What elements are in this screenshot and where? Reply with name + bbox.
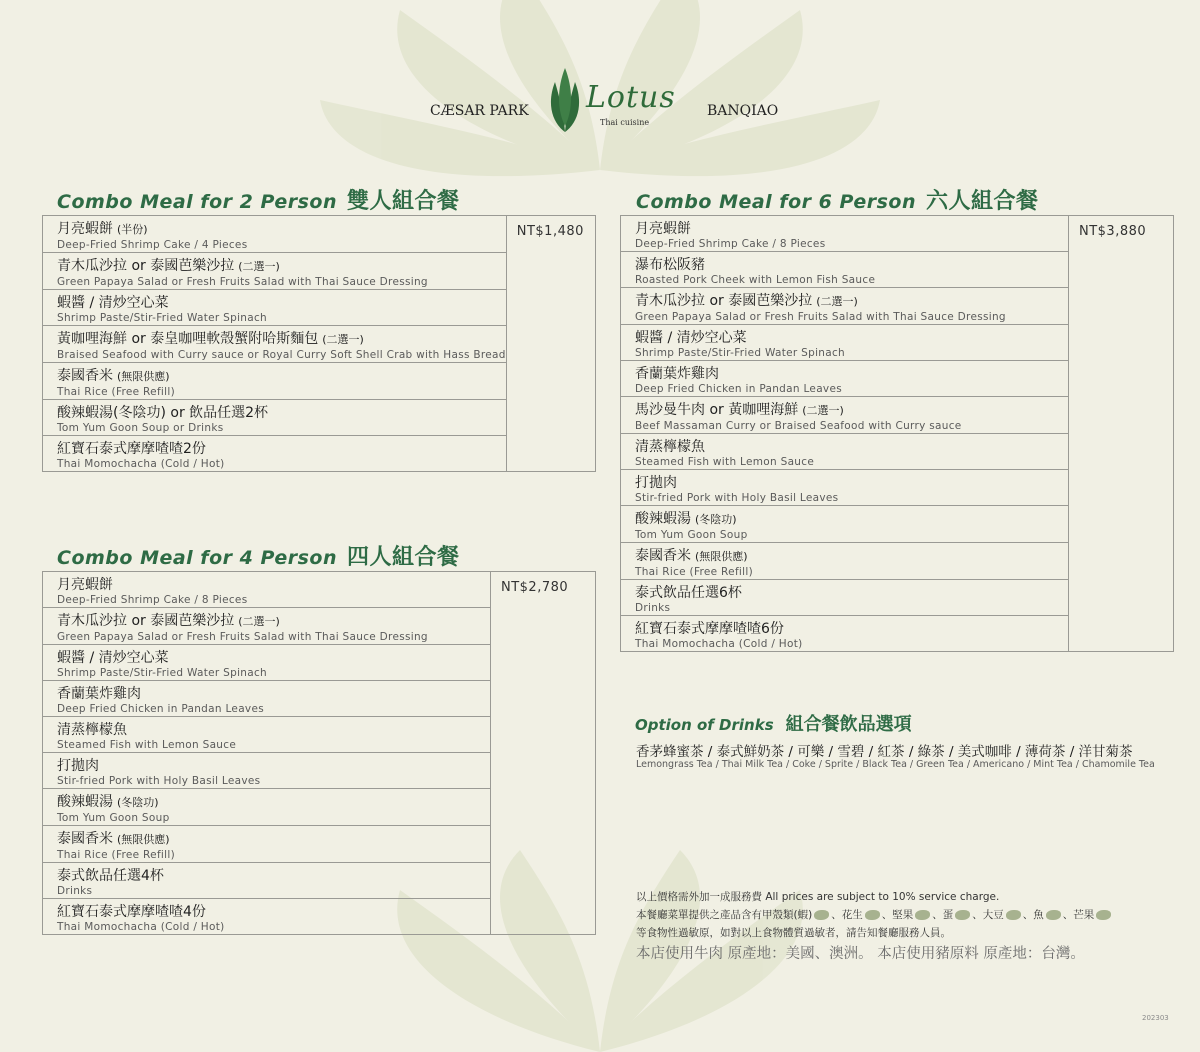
menu-item-en: Deep Fried Chicken in Pandan Leaves bbox=[635, 383, 842, 395]
menu-row bbox=[621, 216, 1174, 252]
combo4-title-en: Combo Meal for 4 Person bbox=[57, 547, 338, 569]
menu-item bbox=[43, 253, 507, 290]
menu-item-zh-main: 香蘭葉炸雞肉 bbox=[635, 366, 719, 382]
lotus-logo-icon bbox=[545, 66, 585, 134]
menu-item-zh-main: 瀑布松阪豬 bbox=[635, 257, 705, 273]
menu-item-en: Deep-Fried Shrimp Cake / 8 Pieces bbox=[635, 238, 826, 250]
menu-item-zh bbox=[57, 650, 490, 666]
menu-item bbox=[621, 506, 1069, 543]
menu-item-zh bbox=[635, 511, 1068, 528]
menu-item-zh-main: 月亮蝦餅 bbox=[57, 221, 113, 237]
meat-origin-note: 本店使用牛肉 原產地：美國、澳洲。 本店使用豬原料 原產地：台灣。 bbox=[636, 946, 1085, 962]
combo2-title-en: Combo Meal for 2 Person bbox=[57, 191, 338, 213]
menu-item-en: Deep Fried Chicken in Pandan Leaves bbox=[57, 703, 264, 715]
menu-item-zh-main: 酸辣蝦湯(冬陰功) or 飲品任選2杯 bbox=[57, 405, 269, 421]
menu-item-zh-main: 月亮蝦餅 bbox=[635, 221, 691, 237]
menu-item-en: Thai Momochacha (Cold / Hot) bbox=[57, 458, 225, 470]
combo-price: NT$3,880 bbox=[1069, 216, 1174, 652]
menu-item bbox=[43, 681, 491, 717]
menu-item-en: Roasted Pork Cheek with Lemon Fish Sauce bbox=[635, 274, 876, 286]
menu-item-zh bbox=[57, 686, 490, 702]
menu-item-en: Shrimp Paste/Stir-Fried Water Spinach bbox=[57, 667, 268, 679]
menu-item bbox=[621, 361, 1069, 397]
menu-item-en: Green Papaya Salad or Fresh Fruits Salad with Thai Sauce Dressing bbox=[57, 631, 428, 643]
menu-item bbox=[43, 290, 507, 326]
menu-item-en: Shrimp Paste/Stir-Fried Water Spinach bbox=[57, 312, 268, 324]
menu-item-zh-main: 蝦醬 / 清炒空心菜 bbox=[57, 295, 169, 311]
menu-item-zh-main: 酸辣蝦湯 bbox=[635, 511, 691, 527]
menu-item bbox=[621, 397, 1069, 434]
allergen-nut: 堅果 bbox=[892, 909, 914, 921]
drinks-title-zh: 組合餐飲品選項 bbox=[785, 714, 912, 735]
menu-item-en: Steamed Fish with Lemon Sauce bbox=[57, 739, 237, 751]
service-charge-note: 以上價格需外加一成服務費 All prices are subject to 10% service charge. bbox=[636, 891, 1000, 903]
allergen-soy: 大豆 bbox=[982, 909, 1004, 921]
menu-item-en: Stir-fried Pork with Holy Basil Leaves bbox=[57, 775, 261, 787]
menu-item bbox=[43, 572, 491, 608]
brand-header bbox=[0, 60, 1200, 140]
menu-item-zh-main: 清蒸檸檬魚 bbox=[635, 439, 705, 455]
combo6-menu-table bbox=[620, 215, 1174, 652]
combo6-title bbox=[636, 184, 1039, 215]
menu-item-en: Green Papaya Salad or Fresh Fruits Salad with Thai Sauce Dressing bbox=[57, 276, 428, 288]
menu-item bbox=[621, 580, 1069, 616]
menu-item bbox=[43, 645, 491, 681]
mango-icon bbox=[1096, 910, 1111, 920]
menu-item-zh-note: (二選一) bbox=[238, 615, 280, 628]
menu-item-zh-main: 打拋肉 bbox=[57, 758, 99, 774]
menu-item-en: Steamed Fish with Lemon Sauce bbox=[635, 456, 815, 468]
menu-item bbox=[43, 326, 507, 363]
menu-item-zh bbox=[57, 868, 490, 884]
menu-item-zh-note: (冬陰功) bbox=[695, 513, 737, 526]
menu-item bbox=[621, 470, 1069, 506]
menu-item-zh-note: (二選一) bbox=[802, 404, 844, 417]
menu-item bbox=[43, 363, 507, 400]
menu-item-zh bbox=[57, 794, 490, 811]
menu-item-zh-main: 香蘭葉炸雞肉 bbox=[57, 686, 141, 702]
combo2-menu-table bbox=[42, 215, 596, 472]
combo4-menu-table bbox=[42, 571, 596, 935]
drinks-list-zh: 香茅蜂蜜茶 / 泰式鮮奶茶 / 可樂 / 雪碧 / 紅茶 / 綠茶 / 美式咖啡 / 薄荷茶 / 洋甘菊茶 bbox=[636, 744, 1133, 760]
menu-item-zh-main: 紅寶石泰式摩摩喳喳6份 bbox=[635, 621, 784, 637]
allergen-warning: 等食物性過敏原，如對以上食物體質過敏者，請告知餐廳服務人員。 bbox=[636, 927, 951, 939]
shrimp-icon bbox=[814, 910, 829, 920]
menu-item bbox=[43, 826, 491, 863]
menu-item bbox=[43, 436, 507, 472]
menu-item bbox=[43, 717, 491, 753]
nut-icon bbox=[915, 910, 930, 920]
combo-price: NT$1,480 bbox=[506, 216, 595, 472]
menu-item-zh-main: 月亮蝦餅 bbox=[57, 577, 113, 593]
menu-item-zh bbox=[57, 722, 490, 738]
menu-item-zh-main: 泰國香米 bbox=[635, 548, 691, 564]
menu-item-en: Thai Momochacha (Cold / Hot) bbox=[635, 638, 803, 650]
menu-item-zh-main: 泰國香米 bbox=[57, 368, 113, 384]
menu-item-zh-note: (二選一) bbox=[238, 260, 280, 273]
menu-item-en: Green Papaya Salad or Fresh Fruits Salad with Thai Sauce Dressing bbox=[635, 311, 1006, 323]
menu-item-zh bbox=[57, 405, 506, 421]
menu-item bbox=[43, 789, 491, 826]
menu-item bbox=[621, 434, 1069, 470]
menu-item-zh bbox=[57, 577, 490, 593]
combo2-title-zh: 雙人組合餐 bbox=[347, 189, 460, 214]
menu-item-zh-main: 清蒸檸檬魚 bbox=[57, 722, 127, 738]
menu-item bbox=[621, 543, 1069, 580]
menu-item-zh-main: 青木瓜沙拉 or 泰國芭樂沙拉 bbox=[57, 258, 235, 274]
menu-item-zh-main: 酸辣蝦湯 bbox=[57, 794, 113, 810]
menu-item-zh bbox=[57, 368, 506, 385]
menu-item-en: Shrimp Paste/Stir-Fried Water Spinach bbox=[635, 347, 846, 359]
allergen-prefix: 本餐廳菜單提供之產品含有甲殼類(蝦) bbox=[636, 909, 813, 921]
allergen-egg: 蛋 bbox=[942, 909, 954, 921]
menu-item-zh-note: (二選一) bbox=[816, 295, 858, 308]
menu-item-zh-note: (冬陰功) bbox=[117, 796, 159, 809]
menu-item-zh-main: 黃咖哩海鮮 or 泰皇咖哩軟殼蟹附哈斯麵包 bbox=[57, 331, 319, 347]
menu-item bbox=[43, 608, 491, 645]
menu-item-zh bbox=[635, 621, 1068, 637]
menu-item bbox=[43, 899, 491, 935]
menu-item-zh-main: 青木瓜沙拉 or 泰國芭樂沙拉 bbox=[635, 293, 813, 309]
menu-item-zh bbox=[635, 257, 1068, 273]
menu-item-zh bbox=[635, 366, 1068, 382]
menu-item-en: Tom Yum Goon Soup or Drinks bbox=[57, 422, 224, 434]
menu-item bbox=[43, 753, 491, 789]
soybean-icon bbox=[1006, 910, 1021, 920]
notes-block bbox=[636, 888, 1176, 965]
menu-item-zh-main: 青木瓜沙拉 or 泰國芭樂沙拉 bbox=[57, 613, 235, 629]
menu-item-zh bbox=[57, 295, 506, 311]
menu-item bbox=[43, 400, 507, 436]
menu-item-zh bbox=[57, 441, 506, 457]
menu-item-en: Thai Rice (Free Refill) bbox=[57, 849, 175, 861]
egg-icon bbox=[955, 910, 970, 920]
menu-row bbox=[43, 216, 596, 253]
menu-item-zh-main: 泰國香米 bbox=[57, 831, 113, 847]
menu-item-zh-note: (二選一) bbox=[322, 333, 364, 346]
menu-item bbox=[43, 863, 491, 899]
caesar-park-brand: CÆSAR PARK bbox=[430, 103, 529, 119]
menu-item bbox=[621, 325, 1069, 361]
drinks-title-en: Option of Drinks bbox=[635, 716, 774, 734]
menu-version-code: 202303 bbox=[1142, 1014, 1169, 1022]
lotus-logo-text: Lotus bbox=[586, 80, 676, 115]
menu-item-zh-main: 泰式飲品任選6杯 bbox=[635, 585, 742, 601]
menu-item-zh bbox=[635, 585, 1068, 601]
menu-item-zh-note: (無限供應) bbox=[695, 550, 748, 563]
menu-item-en: Deep-Fried Shrimp Cake / 8 Pieces bbox=[57, 594, 248, 606]
menu-item-zh bbox=[57, 258, 506, 275]
menu-item-zh bbox=[635, 548, 1068, 565]
menu-item-en: Stir-fried Pork with Holy Basil Leaves bbox=[635, 492, 839, 504]
menu-item-zh-main: 紅寶石泰式摩摩喳喳4份 bbox=[57, 904, 206, 920]
menu-item-zh-main: 泰式飲品任選4杯 bbox=[57, 868, 164, 884]
menu-item-zh bbox=[57, 758, 490, 774]
menu-item-en: Tom Yum Goon Soup bbox=[57, 812, 170, 824]
banqiao-brand: BANQIAO bbox=[707, 103, 779, 119]
combo4-title-zh: 四人組合餐 bbox=[347, 545, 460, 570]
menu-item-zh bbox=[635, 402, 1068, 419]
menu-item-zh bbox=[57, 831, 490, 848]
menu-item-zh bbox=[635, 293, 1068, 310]
menu-item-zh-note: (半份) bbox=[117, 223, 148, 236]
menu-item-zh bbox=[57, 331, 506, 348]
menu-row bbox=[43, 572, 596, 608]
menu-item-en: Braised Seafood with Curry sauce or Royal Curry Soft Shell Crab with Hass Bread bbox=[57, 349, 506, 361]
menu-item-zh-note: (無限供應) bbox=[117, 370, 170, 383]
menu-item-zh-main: 蝦醬 / 清炒空心菜 bbox=[57, 650, 169, 666]
allergen-mango: 芒果 bbox=[1073, 909, 1095, 921]
fish-icon bbox=[1046, 910, 1061, 920]
combo6-title-en: Combo Meal for 6 Person bbox=[636, 191, 917, 213]
menu-item-en: Thai Rice (Free Refill) bbox=[57, 386, 175, 398]
combo4-title bbox=[57, 540, 460, 571]
menu-item-zh bbox=[57, 904, 490, 920]
menu-item-en: Thai Rice (Free Refill) bbox=[635, 566, 753, 578]
combo-price: NT$2,780 bbox=[491, 572, 596, 935]
menu-item-zh bbox=[635, 475, 1068, 491]
menu-item-en: Deep-Fried Shrimp Cake / 4 Pieces bbox=[57, 239, 248, 251]
menu-item-en: Thai Momochacha (Cold / Hot) bbox=[57, 921, 225, 933]
allergen-peanut: 花生 bbox=[841, 909, 863, 921]
menu-item-zh-main: 蝦醬 / 清炒空心菜 bbox=[635, 330, 747, 346]
combo6-title-zh: 六人組合餐 bbox=[926, 189, 1039, 214]
menu-item-en: Drinks bbox=[57, 885, 93, 897]
menu-item-zh-main: 馬沙曼牛肉 or 黃咖哩海鮮 bbox=[635, 402, 799, 418]
peanut-icon bbox=[865, 910, 880, 920]
menu-item bbox=[621, 252, 1069, 288]
drinks-list-en: Lemongrass Tea / Thai Milk Tea / Coke / Sprite / Black Tea / Green Tea / Americano / Mint Tea / Chamomile Tea bbox=[636, 759, 1155, 770]
menu-item-zh bbox=[57, 221, 506, 238]
allergen-fish: 魚 bbox=[1033, 909, 1044, 921]
menu-item-zh-note: (無限供應) bbox=[117, 833, 170, 846]
menu-item-zh-main: 打拋肉 bbox=[635, 475, 677, 491]
menu-item bbox=[43, 216, 507, 253]
combo2-title bbox=[57, 184, 460, 215]
menu-item-en: Beef Massaman Curry or Braised Seafood with Curry sauce bbox=[635, 420, 962, 432]
menu-item-en: Drinks bbox=[635, 602, 671, 614]
thai-cuisine-subtitle: Thai cuisine bbox=[600, 118, 650, 127]
menu-item bbox=[621, 288, 1069, 325]
menu-item-en: Tom Yum Goon Soup bbox=[635, 529, 748, 541]
menu-item-zh bbox=[635, 330, 1068, 346]
menu-item bbox=[621, 216, 1069, 252]
drinks-title bbox=[635, 710, 912, 736]
menu-item-zh bbox=[57, 613, 490, 630]
menu-item bbox=[621, 616, 1069, 652]
menu-item-zh bbox=[635, 221, 1068, 237]
allergen-note: 本餐廳菜單提供之產品含有甲殼類(蝦) 、花生 、堅果 、蛋 、大豆 、魚 、芒果 bbox=[636, 906, 1176, 924]
menu-item-zh-main: 紅寶石泰式摩摩喳喳2份 bbox=[57, 441, 206, 457]
menu-item-zh bbox=[635, 439, 1068, 455]
